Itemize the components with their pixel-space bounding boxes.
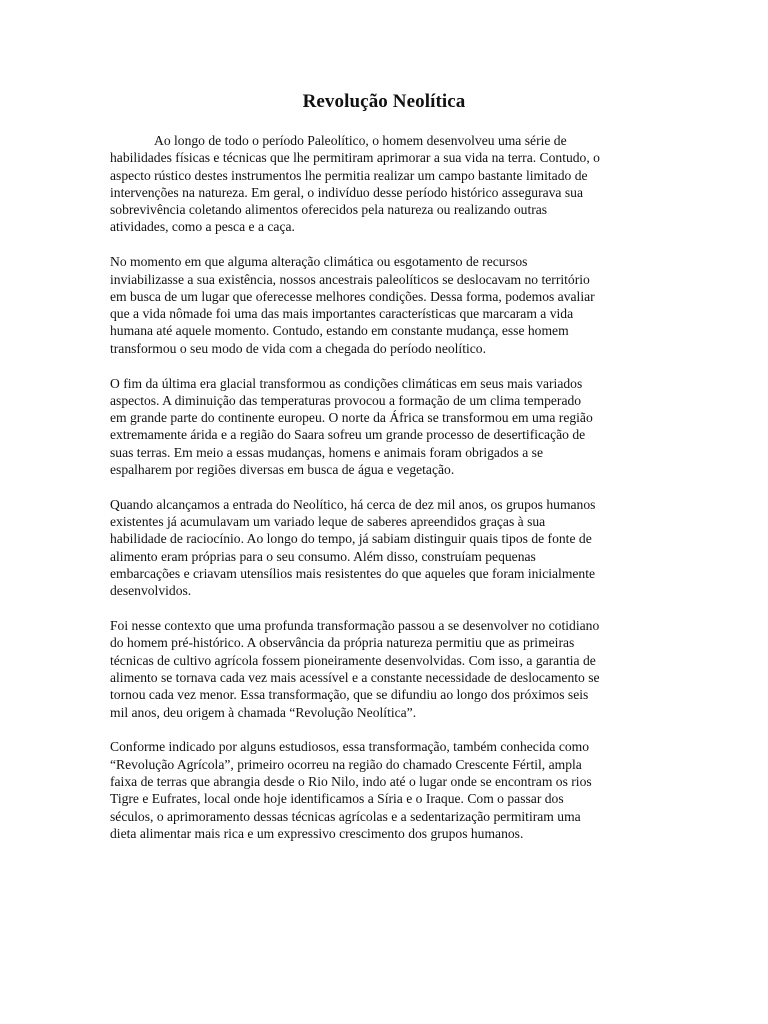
text-line: habilidades físicas e técnicas que lhe permitiram aprimorar a sua vida na terra. Contudo, o [110, 150, 600, 166]
text-line: transformou o seu modo de vida com a chegada do período neolítico. [110, 340, 486, 356]
text-line: em grande parte do continente europeu. O norte da África se transformou em uma região [110, 410, 593, 426]
text-line: tornou cada vez menor. Essa transformação, que se difundiu ao longo dos próximos seis [110, 687, 589, 703]
text-line: O fim da última era glacial transformou as condições climáticas em seus mais variados [110, 375, 583, 391]
text-line: existentes já acumulavam um variado leque de saberes apreendidos graças à sua [110, 514, 546, 530]
text-line: Quando alcançamos a entrada do Neolítico, há cerca de dez mil anos, os grupos humanos [110, 496, 596, 512]
paragraph [110, 496, 658, 600]
text-line: aspectos. A diminuição das temperaturas provocou a formação de um clima temperado [110, 392, 582, 408]
paragraph [110, 375, 658, 479]
text-line: técnicas de cultivo agrícola fossem pioneiramente desenvolvidas. Com isso, a garantia de [110, 652, 596, 668]
document-body [110, 132, 658, 842]
text-line: faixa de terras que abrangia desde o Rio Nilo, indo até o lugar onde se encontram os rios [110, 774, 592, 789]
text-line: inviabilizasse a sua existência, nossos ancestrais paleolíticos se deslocavam no território [110, 271, 590, 287]
text-line: que a vida nômade foi uma das mais importantes características que marcaram a vida [110, 306, 574, 322]
text-line: espalharem por regiões diversas em busca de água e vegetação. [110, 462, 455, 478]
text-line: mil anos, deu origem à chamada “Revolução Neolítica”. [110, 704, 417, 720]
paragraph [110, 617, 658, 721]
text-line: dieta alimentar mais rica e um expressivo crescimento dos grupos humanos. [110, 825, 524, 841]
paragraph [110, 253, 658, 357]
text-line: desenvolvidos. [110, 583, 192, 599]
document-page [110, 90, 658, 860]
text-line: No momento em que alguma alteração climática ou esgotamento de recursos [110, 254, 528, 270]
text-line: humana até aquele momento. Contudo, estando em constante mudança, esse homem [110, 323, 569, 339]
text-line: Ao longo de todo o período Paleolítico, o homem desenvolveu uma série de [154, 133, 567, 148]
text-line: intervenções na natureza. Em geral, o indivíduo desse período histórico assegurava sua [110, 184, 583, 200]
text-line: “Revolução Agrícola”, primeiro ocorreu na região do chamado Crescente Fértil, ampla [110, 756, 582, 772]
text-line: séculos, o aprimoramento dessas técnicas agrícolas e a sedentarização permitiram uma [110, 808, 581, 824]
paragraph [110, 132, 658, 236]
text-line: extremamente árida e a região do Saara sofreu um grande processo de desertificação de [110, 427, 586, 443]
text-line: em busca de um lugar que oferecesse melhores condições. Dessa forma, podemos avaliar [110, 288, 595, 304]
text-line: atividades, como a pesca e a caça. [110, 219, 295, 235]
text-line: suas terras. Em meio a essas mudanças, homens e animais foram obrigados a se [110, 444, 543, 460]
text-line: alimento eram próprias para o seu consumo. Além disso, construíam pequenas [110, 548, 536, 564]
text-line: alimento se tornava cada vez mais acessível e a constante necessidade de deslocamento se [110, 670, 600, 686]
text-line: do homem pré-histórico. A observância da própria natureza permitiu que as primeiras [110, 635, 575, 651]
text-line: aspecto rústico destes instrumentos lhe permitia realizar um campo bastante limitado de [110, 167, 588, 183]
text-line: sobrevivência coletando alimentos oferecidos pela natureza ou realizando outras [110, 202, 548, 218]
text-line: Tigre e Eufrates, local onde hoje identificamos a Síria e o Iraque. Com o passar dos [110, 791, 564, 807]
text-line: habilidade de raciocínio. Ao longo do tempo, já sabiam distinguir quais tipos de fonte de [110, 531, 592, 547]
text-line: Conforme indicado por alguns estudiosos, essa transformação, também conhecida como [110, 739, 590, 755]
text-line: Foi nesse contexto que uma profunda transformação passou a se desenvolver no cotidiano [110, 618, 600, 634]
document-title: Revolução Neolítica [302, 91, 466, 112]
paragraph [110, 738, 658, 842]
text-line: embarcações e criavam utensílios mais resistentes do que aqueles que foram inicialmente [110, 566, 596, 582]
